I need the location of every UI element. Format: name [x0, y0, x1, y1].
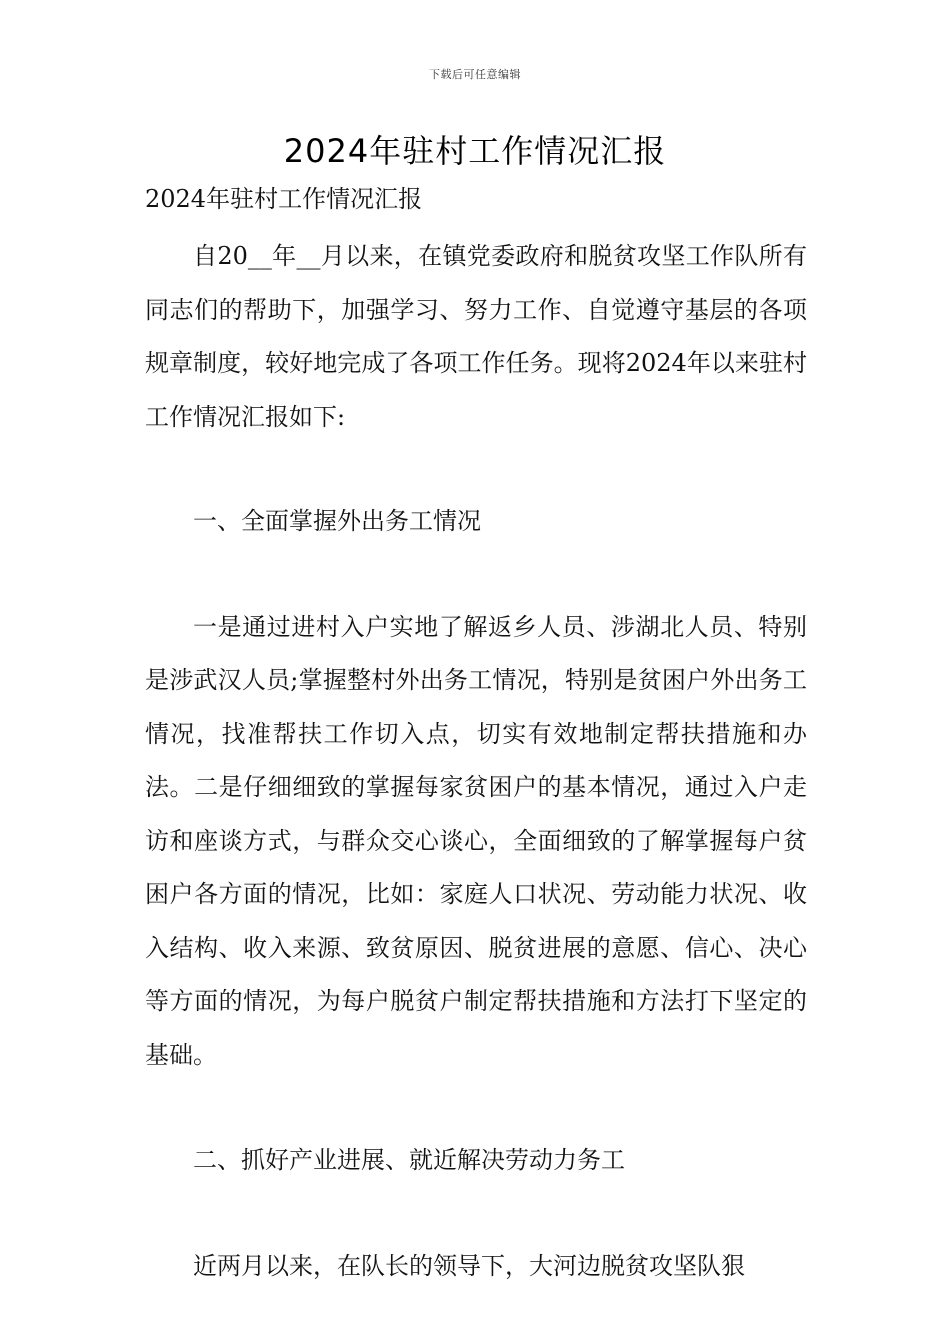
section-1-paragraph: 一是通过进村入户实地了解返乡人员、涉湖北人员、特别是涉武汉人员;掌握整村外出务工情况，特别是贫困户外出务工情况，找准帮扶工作切入点，切实有效地制定帮扶措施和办法。二是仔细细致的掌握每家贫困户的基本情况，通过入户走访和座谈方式，与群众交心谈心，全面细致的了解掌握每户贫困户各方面的情况，比如：家庭人口状况、劳动能力状况、收入结构、收入来源、致贫原因、脱贫进展的意愿、信心、决心等方面的情况，为每户脱贫户制定帮扶措施和方法打下坚定的基础。: [145, 612, 807, 1069]
section-2-paragraph: 近两月以来，在队长的领导下，大河边脱贫攻坚队狠: [193, 1251, 745, 1280]
document-subtitle: 2024年驻村工作情况汇报: [145, 185, 423, 213]
document-body: [145, 180, 807, 1293]
section-heading-1: 一、全面掌握外出务工情况: [193, 507, 481, 535]
paragraph-spacer: [145, 1188, 807, 1240]
header-note: 下载后可任意编辑: [429, 68, 521, 81]
paragraph-spacer: [145, 444, 807, 495]
intro-paragraph: 自20__年__月以来，在镇党委政府和脱贫攻坚工作队所有同志们的帮助下，加强学习、努力工作、自觉遵守基层的各项规章制度，较好地完成了各项工作任务。现将2024年以来驻村工作情况汇报如下:: [145, 242, 807, 431]
paragraph-spacer: [145, 1082, 807, 1134]
section-heading-2: 二、抓好产业进展、就近解决劳动力务工: [193, 1146, 625, 1174]
paragraph-spacer: [145, 549, 807, 601]
document-title: 2024年驻村工作情况汇报: [283, 132, 667, 170]
